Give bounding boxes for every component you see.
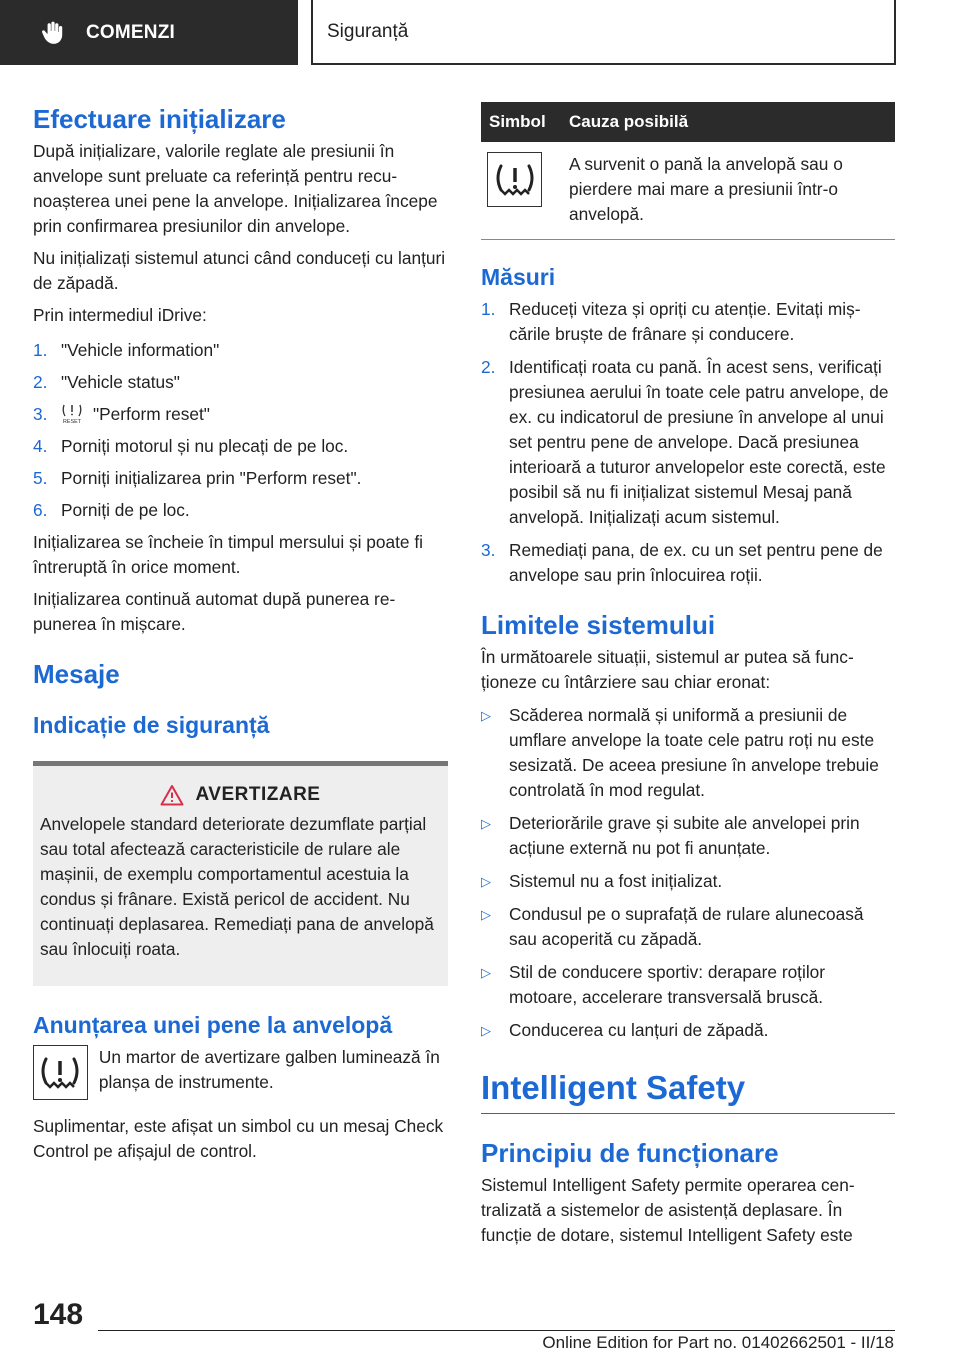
table-header-row [481,102,895,142]
right-column [481,100,895,1248]
svg-text:RESET: RESET [62,419,82,424]
list-item: 1. "Vehicle information" [33,340,220,360]
bullet-triangle-icon: ▷ [481,708,491,723]
warning-text: Anvelopele standard deteriorate dezumflate parțial sau total afectează caracteristicile de rulare ale mașinii, de exemplu comportamentul acestuia la condus și frânare. Există pericol de accident. Nu continuați deplasarea. Remediați pana de anvelopă sau înlocuiți roata. [40,814,434,959]
table-header-cause: Cauza posibilă [561,102,895,142]
flat-tire-text-2: Suplimentar, este afișat un simbol cu un mesaj Check Control pe afișajul de control. [33,1116,444,1161]
list-item: ▷ Conducerea cu lanțuri de zăpadă. [481,1018,895,1043]
list-item: 2. "Vehicle status" [33,372,180,392]
section-title: COMENZI [86,21,176,43]
limits-intro: În următoarele situații, sistemul ar putea să funcționeze cu întârziere sau chiar eronat: [481,647,854,692]
init-paragraph-3: Prin intermediul iDrive: [33,305,207,325]
principle-title: Principiu de funcționare [481,1138,779,1168]
left-column [33,100,448,1164]
page-number: 148 [33,1298,84,1331]
tpms-icon-box [33,1045,88,1100]
idrive-steps [33,338,448,523]
chapter-header [311,0,896,65]
footer-edition: Online Edition for Part no. 01402662501 - II/18 [542,1333,894,1352]
tire-reset-icon [61,402,83,424]
table-row [481,142,895,240]
table-cell-symbol [481,142,561,240]
list-item: 5. Porniți inițializarea prin "Perform reset". [33,468,362,488]
flat-tire-title: Anunțarea unei pene la anvelopă [33,1012,393,1038]
bullet-triangle-icon: ▷ [481,816,491,831]
list-item: ▷ Stil de conducere sportiv: derapare roților motoare, accelerare transversală bruscă. [481,960,895,1010]
flat-tire-indicator [33,1045,448,1100]
init-paragraph-4: Inițializarea se încheie în timpul mersului și poate fi întreruptă în orice moment. [33,532,423,577]
limits-title: Limitele sistemului [481,610,716,640]
list-item: ▷ Deteriorările grave și subite ale anvelopei prin acțiune externă nu pot fi anunțate. [481,811,895,861]
init-title: Efectuare inițializare [33,104,286,134]
bullet-triangle-icon: ▷ [481,965,491,980]
list-item: 6. Porniți de pe loc. [33,500,190,520]
table-cell-cause: A survenit o pană la anvelopă sau o pierdere mai mare a presiunii într-o anvelopă. [561,142,895,240]
symbol-table [481,102,895,240]
safety-note-title: Indicație de siguranță [33,712,270,738]
footer-divider [98,1330,895,1331]
warning-label: AVERTIZARE [195,784,321,805]
init-paragraph-2: Nu inițializați sistemul atunci când conduceți cu lanțuri de zăpadă. [33,248,446,293]
chapter-title: Siguranță [327,20,409,42]
warning-header [40,784,440,806]
list-item: 3. RESET "Perform reset" [33,404,210,424]
init-paragraph-5: Inițializarea continuă automat după punerea repunerea în mișcare. [33,589,396,634]
list-item: 3. Remediați pana, de ex. cu un set pentru pene de anvelope sau prin înlocuirea roții. [481,540,883,585]
tire-pressure-warning-icon [493,160,537,200]
bullet-triangle-icon: ▷ [481,1023,491,1038]
warning-triangle-icon [160,784,184,806]
list-item: ▷ Scăderea normală și uniformă a presiunii de umflare anvelope la toate cele patru roți nu este sesizată. De aceea presiune în anvelope trebuie controlată în mod regulat. [481,703,895,803]
table-header-symbol: Simbol [481,102,561,142]
list-item: 4. Porniți motorul și nu plecați de pe loc. [33,436,349,456]
limits-list [481,703,895,1043]
hand-pointer-icon [40,20,66,46]
section-tab[interactable] [0,0,298,65]
measures-list [481,297,895,588]
list-item: ▷ Sistemul nu a fost inițializat. [481,869,895,894]
tpms-icon-box [487,152,542,207]
warning-box [33,761,448,986]
principle-text: Sistemul Intelligent Safety permite operarea centralizată a sistemelor de asistență deplasare. În funcție de dotare, sistemul Intelligent Safety este [481,1175,855,1245]
tire-pressure-warning-icon [38,1053,82,1093]
list-item: 1. Reduceți viteza și opriți cu atenție. Evitați mișcările bruște de frânare și conducere. [481,299,861,344]
bullet-triangle-icon: ▷ [481,874,491,889]
bullet-triangle-icon: ▷ [481,907,491,922]
init-paragraph-1: După inițializare, valorile reglate ale presiunii în anvelope sunt preluate ca referință pentru recunoașterea unei pene la anvelope. Inițializarea începe prin confirmarea presiunilor din anvelope. [33,141,438,236]
flat-tire-text-1: Un martor de avertizare galben luminează în planșa de instrumente. [98,1047,440,1092]
list-item: ▷ Condusul pe o suprafață de rulare alunecoasă sau acoperită cu zăpadă. [481,902,895,952]
messages-title: Mesaje [33,659,120,689]
intelligent-safety-title: Intelligent Safety [481,1069,895,1114]
list-item: 2. Identificați roata cu pană. În acest sens, verificați presiunea aerului în toate cele patru anvelope, de ex. cu indicatorul de presiune în anvelope al unui set pentru pene de anvelope. Dacă presiunea interioară a tuturor anvelopelor este corectă, este posibil să nu fi inițializat sistemul Mesaj pană anvelopă. Inițializați acum sistemul. [481,357,889,527]
measures-title: Măsuri [481,264,556,290]
